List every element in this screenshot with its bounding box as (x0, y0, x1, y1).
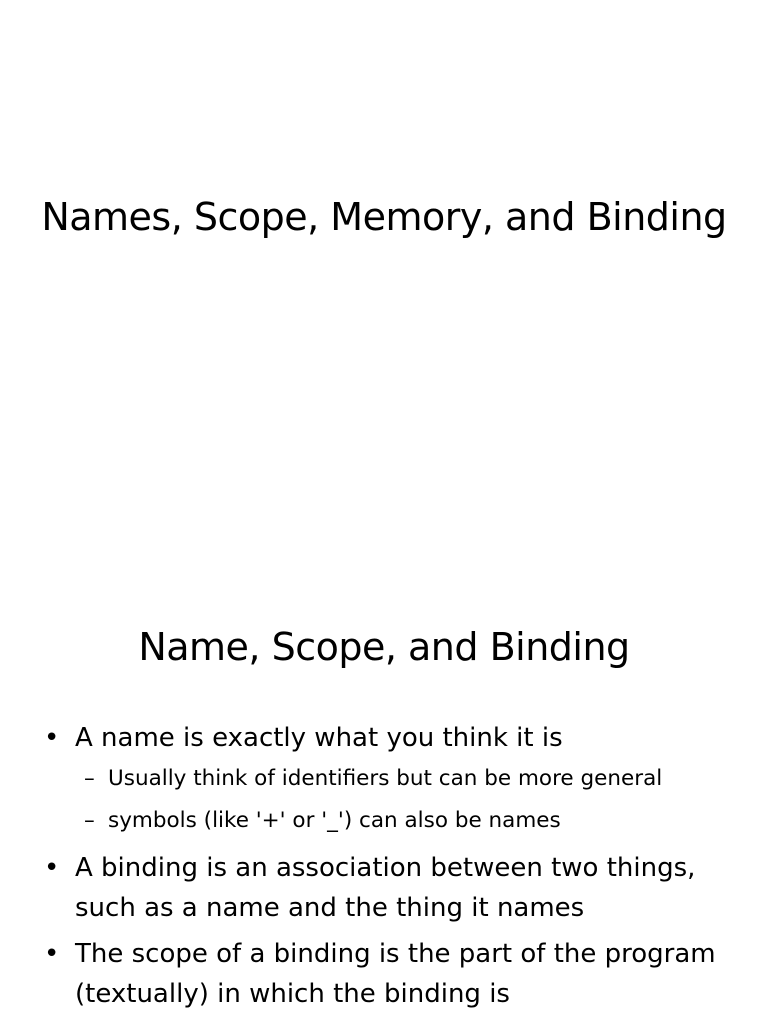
slide-title: Names, Scope, Memory, and Binding (41, 195, 727, 239)
bullet-item (0, 848, 768, 928)
sub-bullet-text: Usually think of identifiers but can be more general (108, 766, 663, 791)
bullet-text: The scope of a binding is the part of the program (textually) in which the binding is (75, 939, 716, 1009)
bullet-icon: • (44, 939, 60, 969)
bullet-icon: • (44, 723, 60, 753)
bullet-icon: • (44, 853, 60, 883)
content-slide (0, 560, 768, 1024)
dash-icon: – (84, 808, 95, 833)
bullet-list (0, 718, 768, 1014)
sub-bullet-item (0, 800, 768, 842)
bullet-item (0, 934, 768, 1014)
bullet-item (0, 718, 768, 758)
slide-heading: Name, Scope, and Binding (138, 625, 630, 669)
bullet-text: A name is exactly what you think it is (75, 723, 563, 753)
sub-bullet-text: symbols (like '+' or '_') can also be names (108, 808, 561, 833)
sub-bullet-item (0, 758, 768, 800)
bullet-text: A binding is an association between two things, such as a name and the thing it names (75, 853, 696, 923)
dash-icon: – (84, 766, 95, 791)
